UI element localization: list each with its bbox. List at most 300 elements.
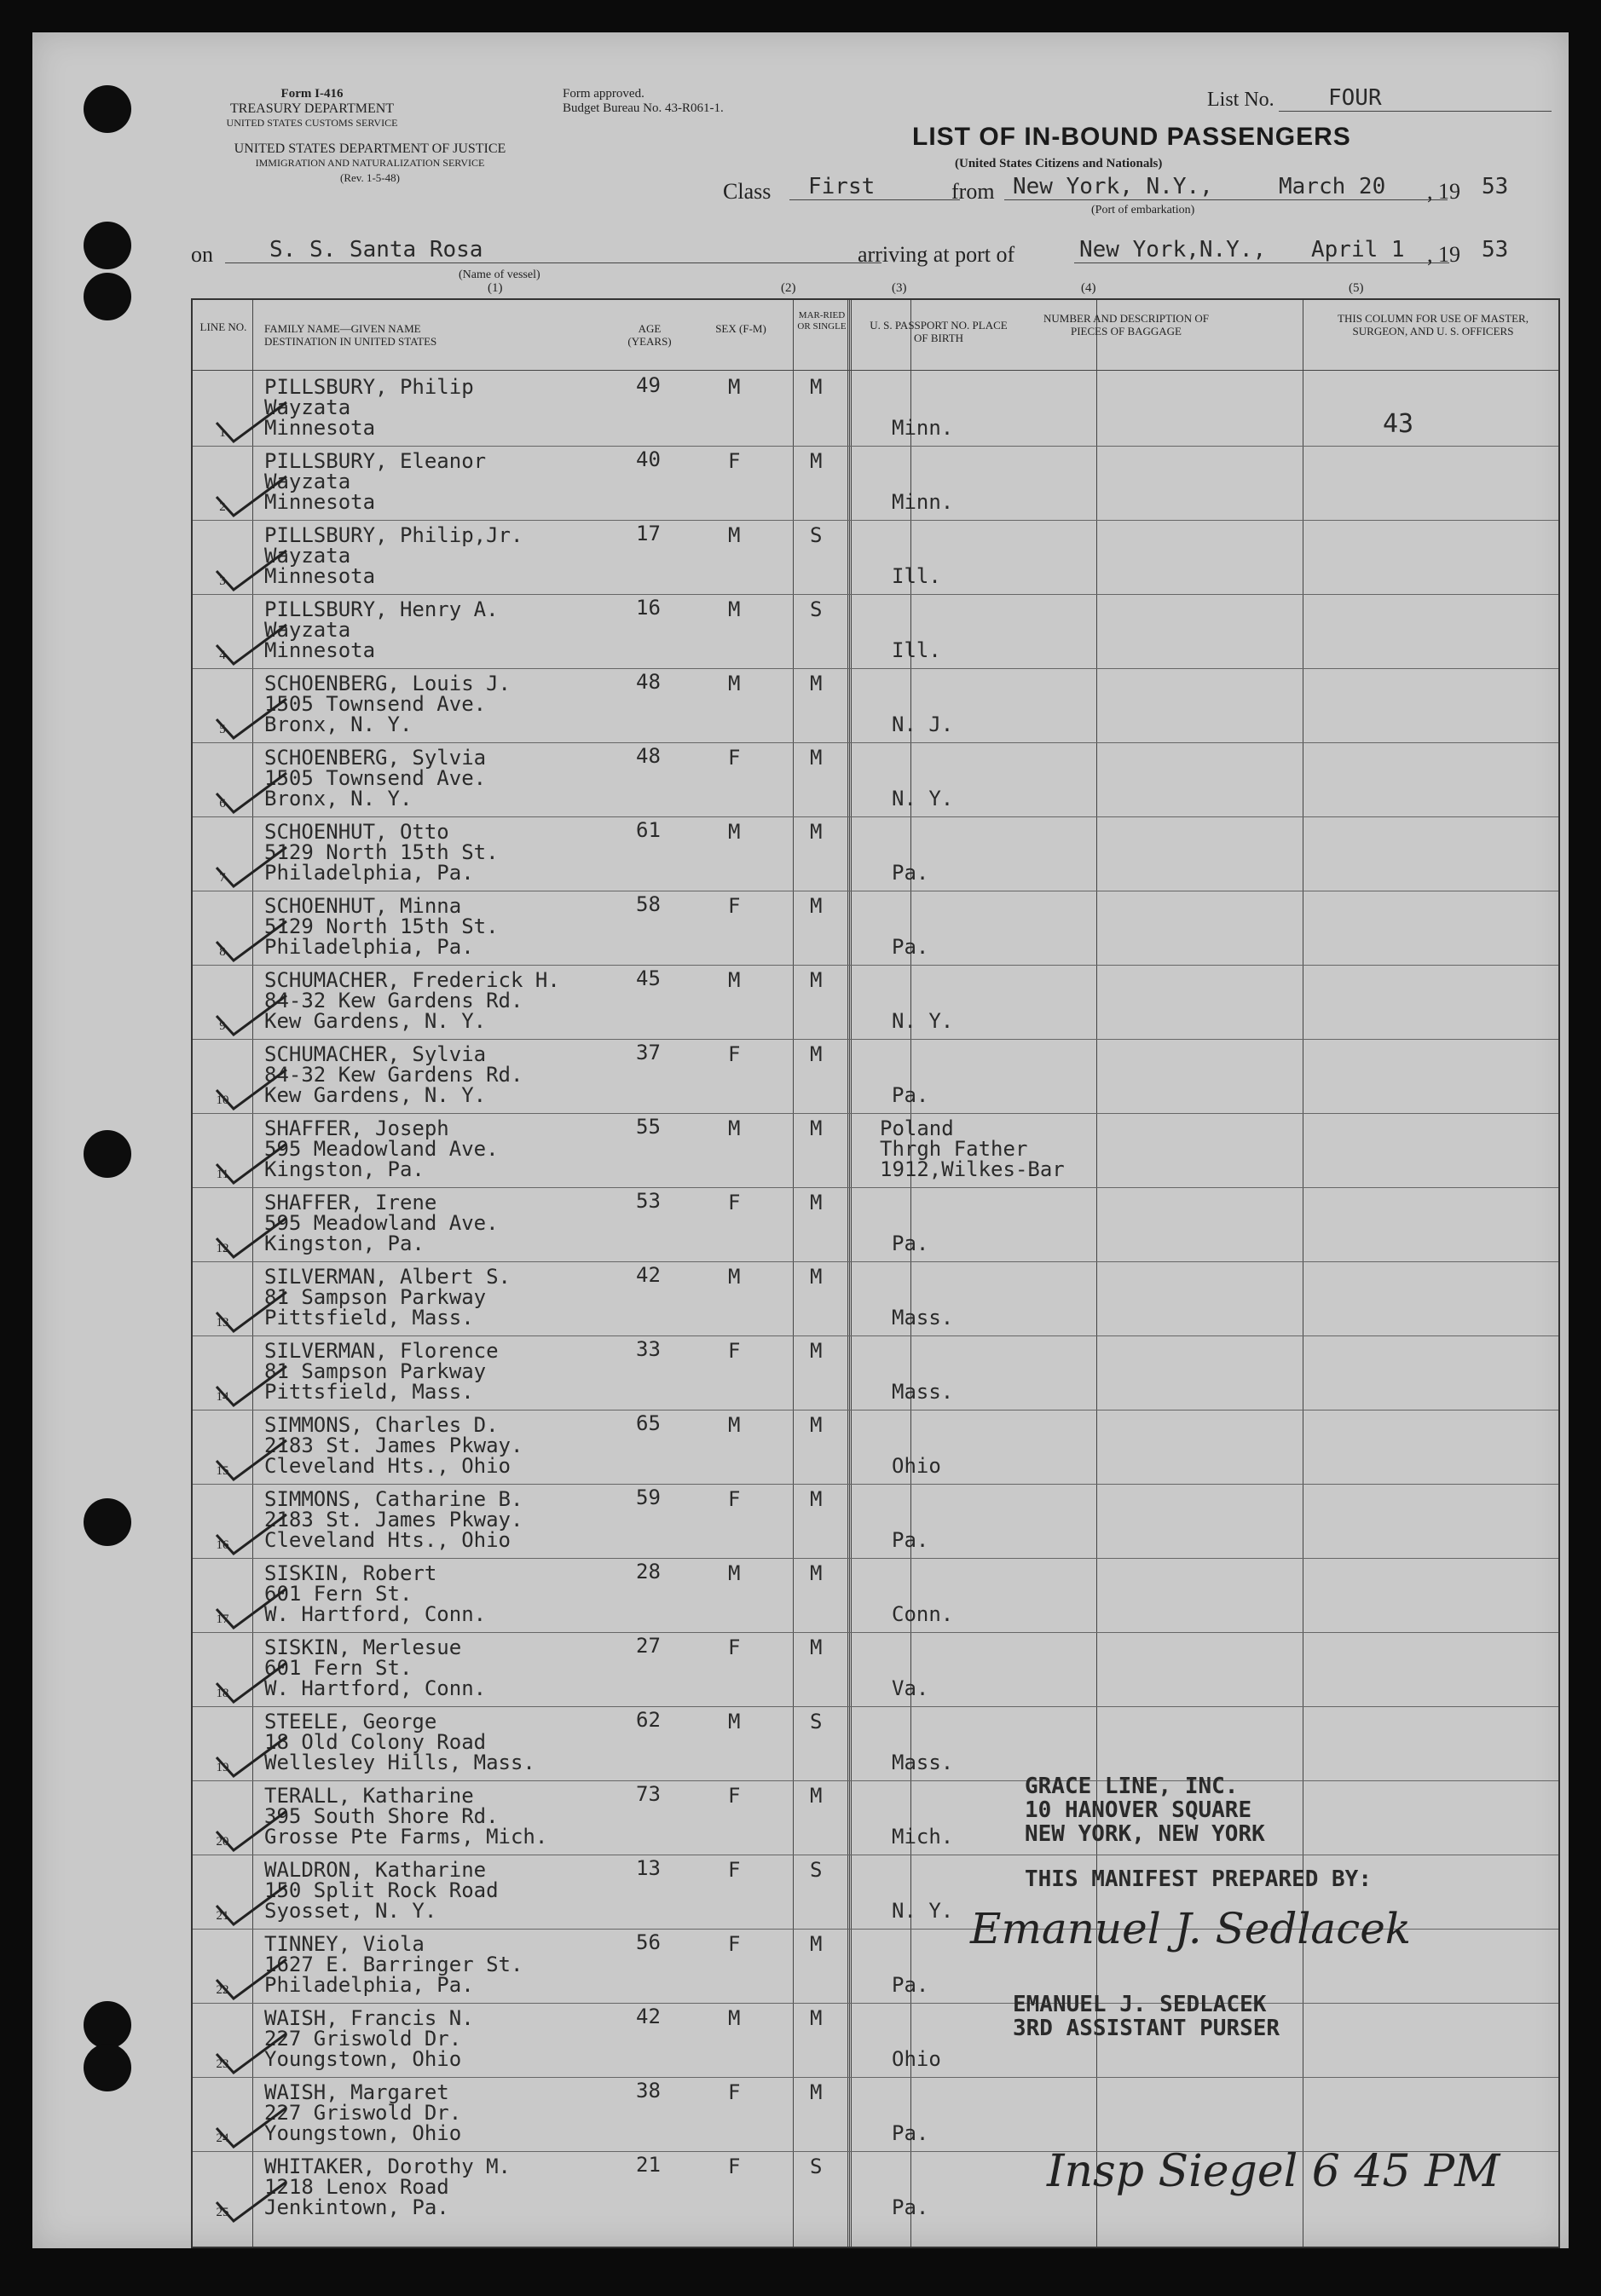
place-of-birth: Pa. [892,2121,929,2145]
sex: M [728,1710,741,1734]
binder-hole [84,1498,131,1546]
class-value: First [808,174,876,199]
class-line [789,199,960,200]
from-port: New York, N.Y., [1013,174,1213,199]
col-num-1: (1) [488,281,503,295]
address-line-2: Cleveland Hts., Ohio [264,1528,511,1552]
address-line-2: Cleveland Hts., Ohio [264,1454,511,1478]
row-divider [193,1187,1558,1188]
check-mark-icon [213,620,290,671]
line-number: 9 [219,1019,226,1033]
age: 65 [636,1411,661,1435]
place-of-birth: Conn. [892,1602,954,1626]
check-mark-icon [213,471,290,522]
row-divider [193,1632,1558,1633]
passenger-name: SCHOENBERG, Sylvia [264,746,487,770]
address-line-2: Jenkintown, Pa. [264,2195,449,2219]
age: 55 [636,1115,661,1139]
check-mark-icon [213,768,290,819]
immigration-service: IMMIGRATION AND NATURALIZATION SERVICE [255,157,485,169]
binder-hole [84,1130,131,1178]
address-line-1: 1627 E. Barringer St. [264,1953,523,1976]
year-prefix: , 19 [1427,179,1460,204]
age: 27 [636,1634,661,1658]
form-number: Form I-416 [280,87,344,101]
binder-hole [84,2044,131,2091]
sex: F [728,2155,741,2178]
passenger-name: SIMMONS, Charles D. [264,1413,499,1437]
sex: F [728,449,741,473]
sex: F [728,1635,741,1659]
row-divider [193,1484,1558,1485]
approval-block [563,87,724,116]
line-number: 6 [219,797,226,811]
row-divider [193,668,1558,669]
marital-status: S [810,523,823,547]
address-line-2: Minnesota [264,490,376,514]
table-row [193,1484,1558,1557]
sex: M [728,1413,741,1437]
sex: M [728,1265,741,1289]
age: 38 [636,2079,661,2103]
line-number: 22 [216,1983,229,1997]
manifest-page [32,32,1569,2248]
address-line-2: Kew Gardens, N. Y. [264,1083,487,1107]
stamp-city: NEW YORK, NEW YORK [1025,1821,1265,1847]
shipping-stamp [1025,1774,1265,1846]
passenger-name: SIMMONS, Catharine B. [264,1487,523,1511]
check-mark-icon [213,1064,290,1116]
address-line-1: 2183 St. James Pkway. [264,1434,523,1457]
preparer-name: EMANUEL J. SEDLACEK [1013,1992,1267,2017]
table-row [193,742,1558,816]
line-number: 14 [216,1390,229,1404]
passenger-name: SISKIN, Merlesue [264,1635,462,1659]
line-number: 18 [216,1687,229,1700]
sex: F [728,1191,741,1214]
marital-status: M [810,2006,823,2030]
address-line-1: 1218 Lenox Road [264,2175,449,2199]
address-line-2: Syosset, N. Y. [264,1899,437,1923]
age: 13 [636,1856,661,1880]
marital-status: M [810,1116,823,1140]
line-number: 23 [216,2057,229,2071]
address-line-1: 601 Fern St. [264,1656,413,1680]
check-mark-icon [213,990,290,1041]
age: 42 [636,1263,661,1287]
line-number: 11 [216,1168,229,1181]
age: 45 [636,966,661,990]
col-num-4: (4) [1081,281,1096,295]
passenger-name: SCHOENHUT, Minna [264,894,462,918]
table-row [193,965,1558,1038]
hdr-passport: U. S. PASSPORT NO. PLACE OF BIRTH [870,319,1008,344]
age: 21 [636,2153,661,2177]
row-divider [193,1706,1558,1707]
budget-bureau: Budget Bureau No. 43-R061-1. [563,101,724,115]
table-row [193,1780,1558,1854]
address-line-2: Philadelphia, Pa. [264,1973,474,1997]
marital-status: M [810,1487,823,1511]
check-mark-icon [213,1361,290,1412]
line-number: 10 [216,1093,229,1107]
passenger-name: PILLSBURY, Henry A. [264,597,499,621]
age: 16 [636,596,661,620]
address-line-2: Youngstown, Ohio [264,2047,462,2071]
check-mark-icon [213,1806,290,1857]
marital-status: M [810,1561,823,1585]
address-line-1: 1505 Townsend Ave. [264,766,487,790]
check-mark-icon [213,1139,290,1190]
address-line-1: 601 Fern St. [264,1582,413,1606]
from-line [1004,199,1448,200]
marital-status: M [810,820,823,844]
address-line-1: Wayzata [264,395,351,419]
address-line-2: Pittsfield, Mass. [264,1380,474,1404]
row-divider [193,1780,1558,1781]
line-number: 12 [216,1242,229,1255]
address-line-1: 150 Split Rock Road [264,1878,499,1902]
birth-note: Thrgh Father 1912,Wilkes-Bar [880,1137,1065,1181]
address-line-1: 595 Meadowland Ave. [264,1137,499,1161]
list-no-label: List No. [1207,89,1274,111]
arrival-year: 53 [1482,237,1509,262]
embark-note: (Port of embarkation) [1091,204,1195,216]
address-line-1: 5129 North 15th St. [264,914,499,938]
sex: M [728,375,741,399]
address-line-1: 227 Griswold Dr. [264,2027,462,2051]
table-row [193,446,1558,519]
marital-status: M [810,1265,823,1289]
sex: M [728,2006,741,2030]
stamp-address: 10 HANOVER SQUARE [1025,1797,1252,1823]
row-divider [193,742,1558,743]
line-number: 7 [219,871,226,885]
line-number: 15 [216,1464,229,1478]
passenger-name: TINNEY, Viola [264,1932,425,1956]
check-mark-icon [213,1584,290,1635]
age: 17 [636,522,661,545]
place-of-birth: N. Y. [892,1009,954,1033]
col-num-5: (5) [1349,281,1364,295]
check-mark-icon [213,1213,290,1264]
place-of-birth: Poland [880,1116,954,1140]
passenger-name: PILLSBURY, Philip,Jr. [264,523,523,547]
check-mark-icon [213,545,290,597]
marital-status: M [810,375,823,399]
table-row [193,1410,1558,1483]
place-of-birth: Pa. [892,1232,929,1255]
vessel-line [225,262,881,263]
address-line-1: Wayzata [264,470,351,493]
vessel-note: (Name of vessel) [459,268,540,281]
line-number: 25 [216,2206,229,2219]
binder-hole [84,85,131,133]
check-mark-icon [213,842,290,893]
check-mark-icon [213,694,290,745]
sex: F [728,1784,741,1808]
passenger-name: WALDRON, Katharine [264,1858,487,1882]
line-number: 8 [219,945,226,959]
marital-status: M [810,1784,823,1808]
passenger-name: SCHOENBERG, Louis J. [264,672,511,695]
arrival-line [1074,262,1449,263]
passenger-name: SHAFFER, Joseph [264,1116,449,1140]
marital-status: S [810,1858,823,1882]
row-divider [193,965,1558,966]
age: 48 [636,670,661,694]
address-line-2: Youngstown, Ohio [264,2121,462,2145]
line-number: 3 [219,574,226,588]
address-line-2: Pittsfield, Mass. [264,1306,474,1330]
address-line-2: W. Hartford, Conn. [264,1602,487,1626]
address-line-1: 18 Old Colony Road [264,1730,487,1754]
row-divider [193,1039,1558,1040]
place-of-birth: Pa. [892,861,929,885]
table-row [193,891,1558,964]
table-row [193,372,1558,445]
line-number: 19 [216,1761,229,1774]
place-of-birth: Mass. [892,1306,954,1330]
age: 48 [636,744,661,768]
sex: F [728,746,741,770]
table-row [193,1261,1558,1335]
sex: F [728,1932,741,1956]
marital-status: M [810,672,823,695]
marital-status: M [810,1042,823,1066]
row-divider [193,2077,1558,2078]
passenger-name: PILLSBURY, Eleanor [264,449,487,473]
address-line-2: Kew Gardens, N. Y. [264,1009,487,1033]
marital-status: M [810,1191,823,1214]
address-line-2: Wellesley Hills, Mass. [264,1751,535,1774]
row-divider [193,1558,1558,1559]
line-number: 1 [219,426,226,440]
officer-note: 43 [1383,409,1414,439]
customs-service: UNITED STATES CUSTOMS SERVICE [226,117,398,129]
passenger-name: SCHOENHUT, Otto [264,820,449,844]
passenger-table [191,298,1560,2248]
address-line-2: Minnesota [264,638,376,662]
arrival-port: New York,N.Y., [1079,237,1267,262]
marital-status: M [810,968,823,992]
class-label: Class [723,179,772,204]
line-number: 13 [216,1316,229,1330]
place-of-birth: Mich. [892,1825,954,1849]
place-of-birth: Mass. [892,1380,954,1404]
sex: F [728,2080,741,2104]
place-of-birth: Mass. [892,1751,954,1774]
passenger-name: WHITAKER, Dorothy M. [264,2155,511,2178]
address-line-1: 2183 St. James Pkway. [264,1508,523,1532]
address-line-2: Bronx, N. Y. [264,712,413,736]
check-mark-icon [213,2177,290,2228]
table-row [193,1187,1558,1260]
address-line-2: Bronx, N. Y. [264,787,413,811]
age: 59 [636,1485,661,1509]
year-prefix-2: , 19 [1427,242,1460,267]
check-mark-icon [213,1880,290,1931]
on-label: on [191,242,213,267]
place-of-birth: N. Y. [892,787,954,811]
col-num-3: (3) [892,281,907,295]
marital-status: M [810,449,823,473]
form-approved: Form approved. [563,87,644,101]
age: 62 [636,1708,661,1732]
row-divider [193,2003,1558,2004]
check-mark-icon [213,1435,290,1486]
table-row [193,2003,1558,2076]
passenger-name: SILVERMAN, Florence [264,1339,499,1363]
passenger-name: TERALL, Katharine [264,1784,474,1808]
check-mark-icon [213,916,290,967]
preparer-role: 3RD ASSISTANT PURSER [1013,2016,1280,2041]
passenger-name: SCHUMACHER, Frederick H. [264,968,560,992]
col-num-2: (2) [781,281,796,295]
sex: M [728,1561,741,1585]
age: 53 [636,1189,661,1213]
line-number: 20 [216,1835,229,1849]
passenger-name: SCHUMACHER, Sylvia [264,1042,487,1066]
address-line-1: 1505 Townsend Ave. [264,692,487,716]
hdr-officers: THIS COLUMN FOR USE OF MASTER, SURGEON, AND U. S. OFFICERS [1338,312,1529,337]
binder-hole [84,2001,131,2049]
sex: F [728,1487,741,1511]
line-number: 5 [219,723,226,736]
purser-signature: Emanuel J. Sedlacek [970,1904,1412,1953]
address-line-2: Grosse Pte Farms, Mich. [264,1825,548,1849]
sex: M [728,968,741,992]
table-row [193,520,1558,593]
check-mark-icon [213,1287,290,1338]
revision: (Rev. 1-5-48) [340,171,400,184]
address-line-2: Minnesota [264,564,376,588]
address-line-1: 81 Sampson Parkway [264,1285,487,1309]
place-of-birth: Pa. [892,1083,929,1107]
place-of-birth: Va. [892,1676,929,1700]
marital-status: M [810,894,823,918]
place-of-birth: Ohio [892,1454,941,1478]
treasury-dept: TREASURY DEPARTMENT [229,101,395,116]
age: 42 [636,2005,661,2028]
list-number: FOUR [1328,85,1382,111]
age: 61 [636,818,661,842]
form-block [176,87,448,130]
row-divider [193,1261,1558,1262]
place-of-birth: N. Y. [892,1899,954,1923]
marital-status: M [810,746,823,770]
hdr-age: AGE (YEARS) [627,322,672,348]
age: 58 [636,892,661,916]
check-mark-icon [213,1954,290,2005]
page-title: LIST OF IN-BOUND PASSENGERS [912,123,1351,151]
justice-block [182,141,558,185]
marital-status: M [810,1413,823,1437]
check-mark-icon [213,1509,290,1560]
marital-status: S [810,2155,823,2178]
place-of-birth: Pa. [892,1528,929,1552]
passenger-name: WAISH, Margaret [264,2080,449,2104]
row-divider [193,1113,1558,1114]
address-line-1: Wayzata [264,618,351,642]
marital-status: M [810,1635,823,1659]
arriving-label: arriving at port of [858,242,1015,267]
hdr-name: FAMILY NAME—GIVEN NAME DESTINATION IN UNITED STATES [264,322,437,348]
age: 37 [636,1041,661,1064]
prepared-by: THIS MANIFEST PREPARED BY: [1025,1866,1372,1892]
check-mark-icon [213,1732,290,1783]
check-mark-icon [213,2103,290,2154]
passenger-name: STEELE, George [264,1710,437,1734]
hdr-baggage: NUMBER AND DESCRIPTION OF PIECES OF BAGGAGE [1043,312,1209,337]
sex: M [728,1116,741,1140]
hdr-married: MAR-RIED OR SINGLE [797,310,847,332]
hdr-sex: SEX (F-M) [715,322,766,335]
table-row [193,1113,1558,1186]
address-line-1: 84-32 Kew Gardens Rd. [264,1063,523,1087]
address-line-1: 81 Sampson Parkway [264,1359,487,1383]
age: 33 [636,1337,661,1361]
passenger-name: SILVERMAN, Albert S. [264,1265,511,1289]
passenger-name: SISKIN, Robert [264,1561,437,1585]
check-mark-icon [213,1658,290,1709]
stamp-company: GRACE LINE, INC. [1025,1774,1239,1799]
binder-hole [84,222,131,269]
place-of-birth: Minn. [892,416,954,440]
place-of-birth: Ill. [892,564,941,588]
line-number: 16 [216,1538,229,1552]
justice-dept: UNITED STATES DEPARTMENT OF JUSTICE [234,141,506,156]
table-row [193,2077,1558,2150]
row-divider [193,816,1558,817]
passenger-name: SHAFFER, Irene [264,1191,437,1214]
line-number: 17 [216,1612,229,1626]
address-line-2: Philadelphia, Pa. [264,935,474,959]
address-line-2: W. Hartford, Conn. [264,1676,487,1700]
arrival-date: April 1 [1311,237,1405,262]
address-line-2: Kingston, Pa. [264,1157,425,1181]
inspector-signature: Insp Siegel 6 45 PM [1047,2146,1500,2197]
sex: F [728,1858,741,1882]
address-line-1: 595 Meadowland Ave. [264,1211,499,1235]
passenger-name: WAISH, Francis N. [264,2006,474,2030]
hdr-line-no: LINE NO. [199,320,247,333]
row-divider [193,1335,1558,1336]
table-row [193,594,1558,667]
line-number: 21 [216,1909,229,1923]
sex: F [728,1339,741,1363]
header-divider [193,370,1558,371]
marital-status: M [810,2080,823,2104]
place-of-birth: Pa. [892,1973,929,1997]
age: 56 [636,1930,661,1954]
place-of-birth: N. J. [892,712,954,736]
table-row [193,668,1558,741]
sex: M [728,523,741,547]
address-line-1: 395 South Shore Rd. [264,1804,499,1828]
table-row [193,1706,1558,1780]
from-label: from [951,179,995,204]
table-row [193,1335,1558,1409]
page-subtitle: (United States Citizens and Nationals) [955,157,1163,170]
marital-status: M [810,1339,823,1363]
row-divider [193,446,1558,447]
check-mark-icon [213,2028,290,2080]
table-row [193,1632,1558,1705]
line-number: 4 [219,649,226,662]
passenger-name: PILLSBURY, Philip [264,375,474,399]
binder-hole [84,273,131,320]
